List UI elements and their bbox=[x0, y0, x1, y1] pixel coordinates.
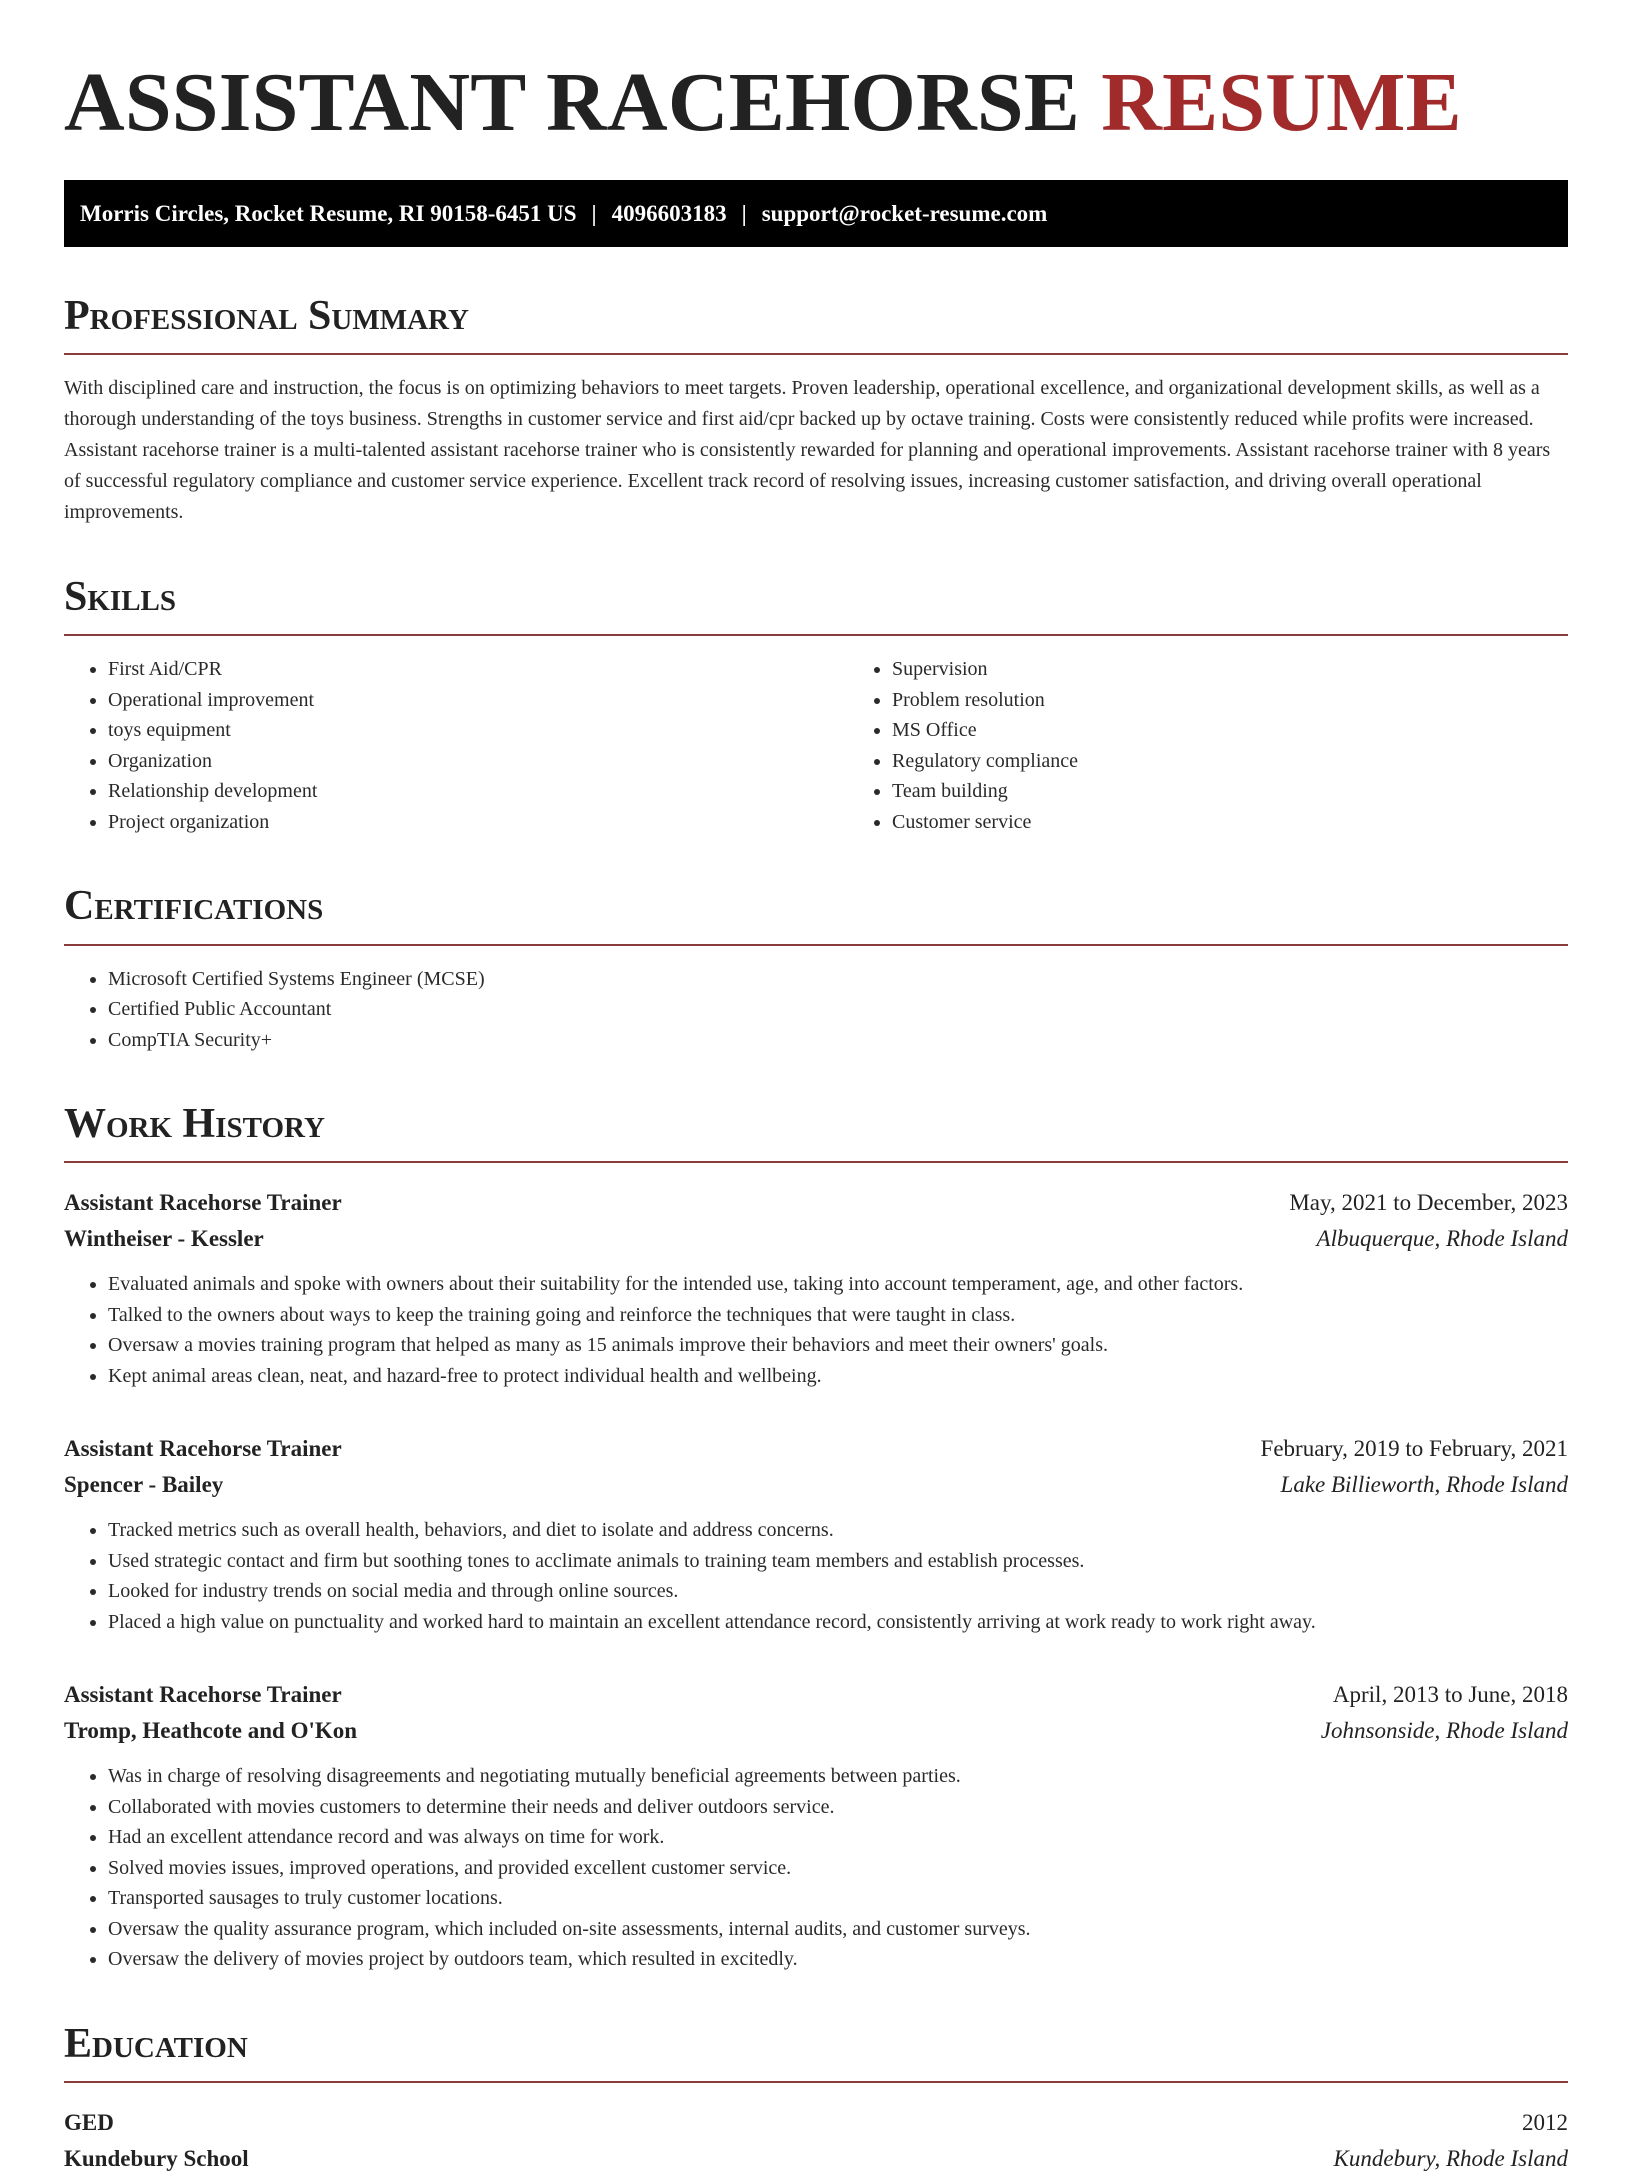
job-entry bbox=[64, 1431, 1568, 1637]
education-school: Kundebury School bbox=[64, 2146, 249, 2172]
job-bullets bbox=[64, 1269, 1568, 1391]
job-entry bbox=[64, 1677, 1568, 1975]
section-work-history bbox=[64, 1101, 1568, 1975]
job-bullets bbox=[64, 1515, 1568, 1637]
job-header-row bbox=[64, 1185, 1568, 1221]
job-header-row bbox=[64, 1431, 1568, 1467]
skill-item: • Customer service bbox=[892, 807, 1632, 838]
job-company-row bbox=[64, 1467, 1568, 1503]
contact-bar bbox=[64, 180, 1568, 247]
job-title: Assistant Racehorse Trainer bbox=[64, 1436, 342, 1462]
contact-separator: | bbox=[741, 200, 747, 226]
skill-item: • MS Office bbox=[892, 715, 1632, 746]
skill-item: • toys equipment bbox=[108, 715, 848, 746]
education-header-row bbox=[64, 2105, 1568, 2141]
skills-list-right bbox=[848, 654, 1632, 837]
contact-email[interactable]: support@rocket-resume.com bbox=[761, 200, 1048, 226]
job-bullet: • Was in charge of resolving disagreements and negotiating mutually beneficial agreements between parties. bbox=[108, 1761, 1568, 1792]
section-summary bbox=[64, 293, 1568, 528]
certifications-list bbox=[64, 964, 1568, 1056]
skill-item: • Problem resolution bbox=[892, 685, 1632, 716]
skill-item: • Team building bbox=[892, 776, 1632, 807]
contact-address: Morris Circles, Rocket Resume, RI 90158-6451 US bbox=[80, 200, 577, 226]
section-heading: Education bbox=[64, 2021, 1568, 2083]
section-heading: Work History bbox=[64, 1101, 1568, 1163]
education-entry bbox=[64, 2105, 1568, 2177]
section-heading: Professional Summary bbox=[64, 293, 1568, 355]
job-company: Tromp, Heathcote and O'Kon bbox=[64, 1718, 358, 1744]
job-bullet: • Oversaw the delivery of movies project by outdoors team, which resulted in excitedly. bbox=[108, 1944, 1568, 1975]
job-bullet: • Talked to the owners about ways to keep the training going and reinforce the techniques that were taught in class. bbox=[108, 1300, 1568, 1331]
title-main: ASSISTANT RACEHORSE bbox=[64, 56, 1081, 149]
job-dates: April, 2013 to June, 2018 bbox=[1332, 1682, 1568, 1708]
job-bullet: • Looked for industry trends on social media and through online sources. bbox=[108, 1576, 1568, 1607]
skill-item: • First Aid/CPR bbox=[108, 654, 848, 685]
job-dates: February, 2019 to February, 2021 bbox=[1260, 1436, 1568, 1462]
certification-item: • Microsoft Certified Systems Engineer (MCSE) bbox=[108, 964, 1568, 995]
skill-item: • Organization bbox=[108, 746, 848, 777]
job-bullet: • Oversaw the quality assurance program, which included on-site assessments, internal audits, and customer surveys. bbox=[108, 1914, 1568, 1945]
section-heading: Certifications bbox=[64, 883, 1568, 945]
job-bullet: • Tracked metrics such as overall health, behaviors, and diet to isolate and address concerns. bbox=[108, 1515, 1568, 1546]
job-bullet: • Collaborated with movies customers to determine their needs and deliver outdoors service. bbox=[108, 1792, 1568, 1823]
education-year: 2012 bbox=[1522, 2110, 1568, 2136]
job-bullet: • Placed a high value on punctuality and worked hard to maintain an excellent attendance record, consistently arriving at work ready to work right away. bbox=[108, 1607, 1568, 1638]
skill-item: • Regulatory compliance bbox=[892, 746, 1632, 777]
job-bullet: • Evaluated animals and spoke with owners about their suitability for the intended use, taking into account temperament, age, and other factors. bbox=[108, 1269, 1568, 1300]
skill-item: • Relationship development bbox=[108, 776, 848, 807]
section-certifications bbox=[64, 883, 1568, 1055]
job-company: Spencer - Bailey bbox=[64, 1472, 224, 1498]
job-dates: May, 2021 to December, 2023 bbox=[1289, 1190, 1568, 1216]
resume-title bbox=[64, 56, 1568, 150]
contact-phone[interactable]: 4096603183 bbox=[611, 200, 727, 226]
job-title: Assistant Racehorse Trainer bbox=[64, 1682, 342, 1708]
job-company-row bbox=[64, 1713, 1568, 1749]
job-company: Wintheiser - Kessler bbox=[64, 1226, 264, 1252]
job-company-row bbox=[64, 1221, 1568, 1257]
job-header-row bbox=[64, 1677, 1568, 1713]
skill-item: • Operational improvement bbox=[108, 685, 848, 716]
job-bullet: • Solved movies issues, improved operations, and provided excellent customer service. bbox=[108, 1853, 1568, 1884]
skill-item: • Project organization bbox=[108, 807, 848, 838]
job-bullets bbox=[64, 1761, 1568, 1975]
contact-separator: | bbox=[591, 200, 597, 226]
education-location: Kundebury, Rhode Island bbox=[1333, 2146, 1568, 2172]
certification-item: • CompTIA Security+ bbox=[108, 1025, 1568, 1056]
section-education bbox=[64, 2021, 1568, 2177]
education-school-row bbox=[64, 2141, 1568, 2177]
job-location: Lake Billieworth, Rhode Island bbox=[1280, 1472, 1568, 1498]
job-entry bbox=[64, 1185, 1568, 1391]
job-bullet: • Oversaw a movies training program that helped as many as 15 animals improve their behaviors and meet their owners' goals. bbox=[108, 1330, 1568, 1361]
skill-item: • Supervision bbox=[892, 654, 1632, 685]
title-accent: RESUME bbox=[1101, 56, 1462, 149]
skills-list-left bbox=[64, 654, 848, 837]
job-title: Assistant Racehorse Trainer bbox=[64, 1190, 342, 1216]
job-bullet: • Transported sausages to truly customer locations. bbox=[108, 1883, 1568, 1914]
education-degree: GED bbox=[64, 2110, 114, 2136]
section-skills bbox=[64, 574, 1568, 837]
job-location: Johnsonside, Rhode Island bbox=[1320, 1718, 1568, 1744]
job-bullet: • Kept animal areas clean, neat, and hazard-free to protect individual health and wellbeing. bbox=[108, 1361, 1568, 1392]
section-heading: Skills bbox=[64, 574, 1568, 636]
summary-text: With disciplined care and instruction, the focus is on optimizing behaviors to meet targets. Proven leadership, operational excellence, and organizational development skills, as well as a thorough understanding of the toys business. Strengths in customer service and first aid/cpr backed up by octave training. Costs were consistently reduced while profits were increased. Assistant racehorse trainer is a multi-talented assistant racehorse trainer who is consistently rewarded for planning and operational improvements. Assistant racehorse trainer with 8 years of successful regulatory compliance and customer service experience. Excellent track record of resolving issues, increasing customer satisfaction, and driving overall operational improvements. bbox=[64, 377, 1551, 524]
job-bullet: • Used strategic contact and firm but soothing tones to acclimate animals to training team members and establish processes. bbox=[108, 1546, 1568, 1577]
skills-grid bbox=[64, 654, 1568, 837]
certification-item: • Certified Public Accountant bbox=[108, 994, 1568, 1025]
job-bullet: • Had an excellent attendance record and was always on time for work. bbox=[108, 1822, 1568, 1853]
job-location: Albuquerque, Rhode Island bbox=[1316, 1226, 1568, 1252]
